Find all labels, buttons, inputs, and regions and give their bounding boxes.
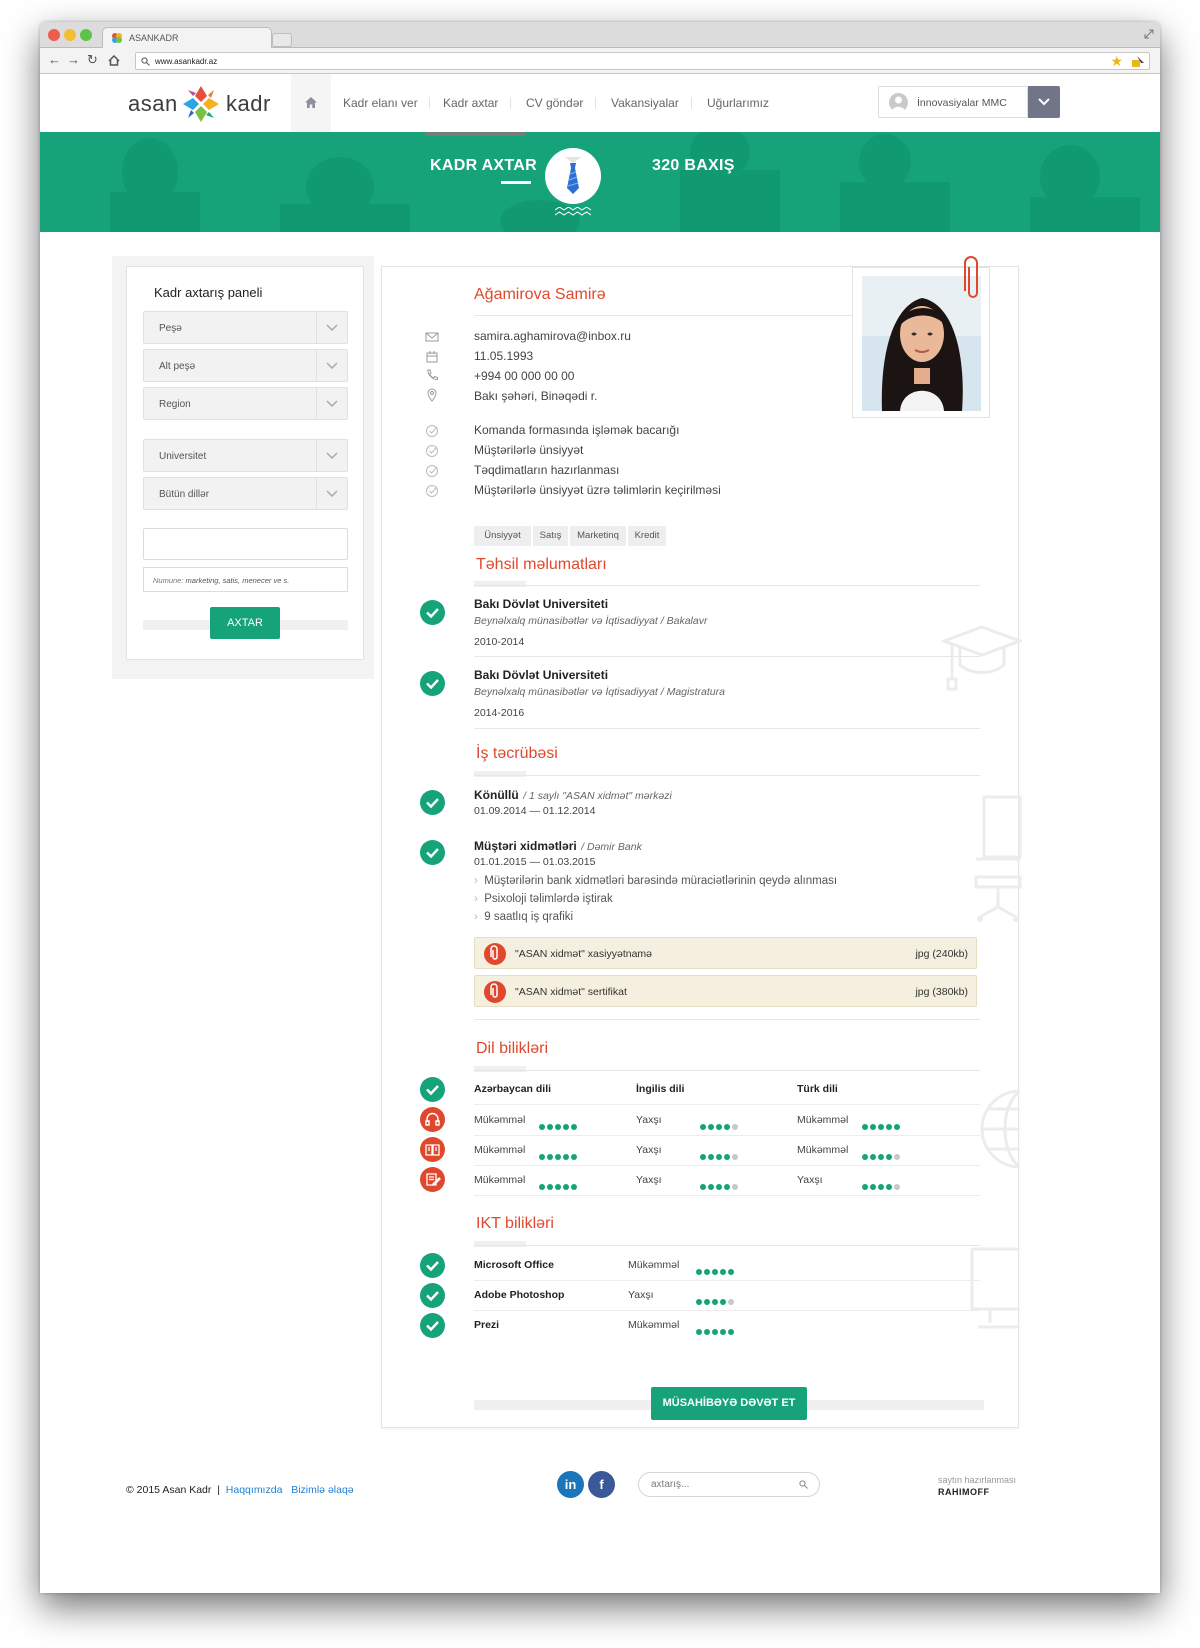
banner-right-title: 320 BAXIŞ [652,157,735,174]
logo-mark-icon[interactable] [179,82,223,126]
forward-arrow-icon[interactable]: → [67,52,80,67]
attachment-size: jpg (240kb) [915,948,968,960]
rating-dot [547,1154,553,1160]
globe-icon [976,1089,1020,1169]
rating-dot [886,1184,892,1190]
ict-skill-name: Microsoft Office [474,1259,554,1271]
ict-title: IKT bilikləri [476,1215,554,1232]
check-circle-icon [420,1313,445,1338]
tab-title: ASANKADR [129,33,179,43]
bookmark-star-icon[interactable]: ★ [1110,53,1123,69]
divider [474,656,980,657]
language-level-label: Mükəmməl [474,1174,526,1186]
rating-dot [539,1124,545,1130]
experience-bullet [474,875,837,887]
calendar-icon [425,350,439,364]
attachment-clip-icon [484,981,506,1003]
home-icon[interactable] [108,55,120,66]
language-header: Türk dili [797,1083,838,1095]
search-panel-title: Kadr axtarış paneli [154,285,263,300]
rating-dot [870,1124,876,1130]
rating-dot [862,1124,868,1130]
rating-dots [862,1177,902,1185]
skill-item: Təqdimatların hazırlanması [474,463,620,477]
divider [474,1165,980,1166]
attachment-size: jpg (380kb) [915,986,968,998]
education-school: Bakı Dövlət Universiteti [474,597,609,611]
check-circle-icon [420,790,445,815]
nav-item-post-job[interactable]: Kadr elanı ver [343,96,418,110]
tag-chip[interactable]: Marketinq [570,526,626,546]
rating-dot [696,1299,702,1305]
search-button[interactable]: AXTAR [210,607,280,639]
site-header [40,74,1160,132]
rating-dot [878,1184,884,1190]
candidate-name: Ağamirova Samirə [474,286,606,303]
check-circle-icon [420,840,445,865]
browser-tab[interactable] [102,27,272,49]
rating-dot [712,1299,718,1305]
rating-dot [894,1184,900,1190]
rating-dot [696,1329,702,1335]
chevron-down-icon [316,440,347,471]
language-level-label: Mükəmməl [797,1144,849,1156]
select-languages-value: Bütün dillər [159,489,210,500]
rating-dot [732,1124,738,1130]
check-circle-icon [425,484,439,498]
nav-divider [595,97,596,109]
rating-dot [696,1269,702,1275]
check-circle-icon [425,444,439,458]
candidate-address: Bakı şəhəri, Binəqədi r. [474,389,598,403]
rating-dot [732,1154,738,1160]
reload-icon[interactable]: ↻ [87,52,98,67]
location-pin-icon [425,388,439,402]
new-tab-button[interactable] [272,33,292,47]
rating-dot [563,1124,569,1130]
education-school: Bakı Dövlət Universiteti [474,668,609,682]
paperclip-icon [964,255,982,303]
attachment-file[interactable] [474,975,977,1007]
tag-chip[interactable]: Satış [533,526,568,546]
ict-skill-name: Adobe Photoshop [474,1289,565,1301]
rating-dot [886,1124,892,1130]
rating-dot [708,1124,714,1130]
book-icon [420,1137,445,1162]
language-header: Azərbaycan dili [474,1083,552,1095]
candidate-phone: +994 00 000 00 00 [474,369,575,383]
experience-org: / 1 saylı "ASAN xidmət" mərkəzi [523,790,672,802]
divider [474,315,854,316]
skill-item: Müştərilərlə ünsiyyət üzrə təlimlərin keçirilməsi [474,483,721,497]
language-header: İngilis dili [636,1083,685,1095]
language-level-label: Mükəmməl [797,1114,849,1126]
logo-text-kadr: kadr [226,91,271,116]
check-circle-icon [425,424,439,438]
education-years: 2014-2016 [474,707,525,719]
rating-dot [563,1184,569,1190]
facebook-icon[interactable]: f [588,1471,615,1498]
footer-link-about[interactable]: Haqqımızda [225,1484,283,1496]
nav-home-button[interactable] [291,74,331,132]
rating-dot [870,1154,876,1160]
rating-dot [555,1184,561,1190]
chevron-right-icon: › [474,893,478,905]
education-field: Beynəlxalq münasibətlər və İqtisadiyyat / Magistratura [474,686,725,698]
skill-item: Müştərilərlə ünsiyyət [474,443,584,457]
nav-item-successes[interactable]: Uğurlarımız [707,96,770,110]
phone-icon [425,368,439,382]
nav-divider [429,97,430,109]
logo-text-asan: asan [128,91,178,116]
keyword-hint-text: marketing, satis, menecer ve s. [185,576,290,585]
divider [474,1070,980,1071]
page-banner [40,132,1160,232]
rating-dot [708,1154,714,1160]
tag-chip[interactable]: Kredit [628,526,666,546]
rating-dot [732,1184,738,1190]
languages-title: Dil bilikləri [476,1040,549,1057]
skill-item: Komanda formasında işləmək bacarığı [474,423,680,437]
search-panel [126,266,364,660]
close-window-button[interactable] [48,29,60,41]
experience-role: Könüllü [474,788,519,802]
candidate-email[interactable]: samira.aghamirova@inbox.ru [474,329,631,343]
keyword-input[interactable] [143,528,348,560]
education-years: 2010-2014 [474,636,525,648]
experience-role: Müştəri xidmətləri [474,839,577,853]
user-name: İnnovasiyalar MMC [917,97,1007,109]
footer-search-placeholder: axtarış... [651,1479,690,1490]
headphones-icon [420,1107,445,1132]
check-circle-icon [420,1253,445,1278]
search-icon[interactable] [799,1480,808,1489]
check-circle-icon [425,464,439,478]
home-icon [305,97,317,108]
chevron-down-icon [316,388,347,419]
rating-dot [724,1184,730,1190]
divider [474,1104,980,1105]
rating-dot [712,1329,718,1335]
rating-dot [547,1184,553,1190]
select-sub-profession[interactable] [143,349,348,382]
education-field: Beynəlxalq münasibətlər və İqtisadiyyat / Bakalavr [474,615,708,627]
section-underline [474,771,526,777]
check-circle-icon [420,1283,445,1308]
divider [474,1280,980,1281]
experience-org: / Dəmir Bank [581,841,642,853]
credit-caption: saytın hazırlanması [938,1475,1017,1485]
select-sub-profession-value: Alt peşə [159,361,196,372]
experience-bullet-text: Psixoloji təlimlərdə iştirak [484,893,613,905]
candidate-birthdate: 11.05.1993 [474,349,534,363]
rating-dot [720,1329,726,1335]
url-text: www.asankadr.az [155,57,218,66]
user-menu-dropdown-button[interactable] [1028,86,1060,118]
office-chair-icon [962,795,1022,925]
rating-dot [878,1124,884,1130]
chevron-down-icon [316,350,347,381]
rating-dot [704,1269,710,1275]
rating-dot [728,1329,734,1335]
rating-dots [696,1322,736,1330]
chevron-down-icon [1038,98,1050,106]
divider [474,1310,980,1311]
experience-bullet-text: 9 saatlıq iş qrafiki [484,911,574,923]
section-underline [474,1066,526,1072]
rating-dot [724,1124,730,1130]
user-avatar-icon [889,93,908,112]
divider [474,1245,980,1246]
rating-dot [720,1269,726,1275]
divider [474,728,980,729]
rating-dot [878,1154,884,1160]
rating-dot [862,1154,868,1160]
writing-icon [420,1167,445,1192]
rating-dot [539,1154,545,1160]
chevron-right-icon: › [474,911,478,923]
invite-to-interview-button[interactable]: MÜSAHİBƏYƏ DƏVƏT ET [651,1387,807,1420]
nav-divider [691,97,692,109]
user-account-box[interactable] [878,86,1028,118]
graduation-cap-icon [942,619,1022,699]
nav-divider [510,97,511,109]
rating-dot [700,1154,706,1160]
experience-title: İş təcrübəsi [476,745,558,762]
rating-dot [571,1154,577,1160]
select-university[interactable] [143,439,348,472]
language-level-label: Yaxşı [797,1174,823,1186]
select-region-value: Region [159,399,191,410]
rating-dot [704,1329,710,1335]
necktie-icon [563,157,583,195]
rating-dot [555,1124,561,1130]
select-languages[interactable] [143,477,348,510]
experience-item-header [474,786,672,804]
language-level-label: Mükəmməl [474,1144,526,1156]
rating-dots [862,1117,902,1125]
computer-monitor-icon [970,1245,1020,1335]
nav-item-send-cv[interactable]: CV göndər [526,96,584,110]
attachment-file[interactable] [474,937,977,969]
language-level-label: Mükəmməl [474,1114,526,1126]
nav-item-vacancies[interactable]: Vakansiyalar [611,96,679,110]
divider [474,1135,980,1136]
rating-dot [716,1184,722,1190]
rating-dots [539,1177,579,1185]
check-circle-icon [420,600,445,625]
browser-tab-bar [40,22,1160,48]
divider [474,775,980,776]
site-footer [40,1470,1160,1593]
rating-dot [716,1154,722,1160]
rating-dot [894,1154,900,1160]
copyright-text: © 2015 Asan Kadr [126,1484,212,1496]
back-arrow-icon[interactable]: ← [48,52,61,67]
divider [474,585,980,586]
rating-dots [539,1147,579,1155]
rating-dots [539,1117,579,1125]
education-title: Təhsil məlumatları [476,556,607,573]
banner-center-badge [545,148,601,204]
section-underline [474,581,526,587]
divider [474,1195,980,1196]
rating-dot [571,1184,577,1190]
footer-search-input[interactable] [638,1472,820,1497]
experience-bullet-text: Müştərilərin bank xidmətləri barəsində müraciətlərinin qeydə alınması [484,875,838,887]
divider [474,1019,980,1020]
check-circle-icon [420,1077,445,1102]
search-icon [141,57,150,66]
chevron-down-icon [316,478,347,509]
rating-dot [712,1269,718,1275]
rating-dots [700,1177,740,1185]
browser-toolbar [40,48,1160,74]
rating-dot [894,1124,900,1130]
extension-icon[interactable] [1131,55,1145,68]
rating-dot [539,1184,545,1190]
attachment-name: "ASAN xidmət" xasiyyətnamə [515,948,653,960]
rating-dot [870,1184,876,1190]
rating-dot [700,1124,706,1130]
linkedin-icon[interactable]: in [557,1471,584,1498]
keyword-hint [143,567,348,592]
attachment-name: "ASAN xidmət" sertifikat [515,986,627,998]
experience-bullet [474,893,613,905]
rating-dots [700,1117,740,1125]
rating-dots [700,1147,740,1155]
attachment-clip-icon [484,943,506,965]
footer-copyright: © 2015 Asan Kadr | Haqqımızda Bizimlə əlaqə [126,1484,354,1496]
fullscreen-icon[interactable] [1144,29,1154,39]
rating-dot [708,1184,714,1190]
rating-dot [724,1154,730,1160]
credit-studio[interactable]: RAHIMOFF [938,1487,990,1497]
select-profession[interactable] [143,311,348,344]
minimize-window-button[interactable] [64,29,76,41]
rating-dots [862,1147,902,1155]
browser-window [40,22,1160,1593]
rating-dot [563,1154,569,1160]
experience-dates: 01.09.2014 — 01.12.2014 [474,805,596,817]
site-favicon-icon [111,32,123,44]
rating-dots [696,1292,736,1300]
language-level-label: Yaxşı [636,1174,662,1186]
rating-dot [720,1299,726,1305]
rating-dot [728,1299,734,1305]
ict-level-label: Mükəmməl [628,1319,680,1331]
rating-dot [700,1184,706,1190]
language-level-label: Yaxşı [636,1144,662,1156]
rating-dot [728,1269,734,1275]
chevron-down-icon [316,312,347,343]
nav-item-search-staff[interactable]: Kadr axtar [443,96,499,110]
experience-bullet [474,911,573,923]
keyword-hint-label: Numune: [153,576,184,585]
rating-dots [696,1262,736,1270]
rating-dot [547,1124,553,1130]
wave-decoration-icon [555,207,591,217]
email-icon [425,330,439,344]
select-university-value: Universitet [159,451,207,462]
banner-left-title: KADR AXTAR [430,157,537,174]
rating-dot [555,1154,561,1160]
select-profession-value: Peşə [159,323,182,334]
tag-chip[interactable]: Ünsiyyət [474,526,531,546]
ict-skill-name: Prezi [474,1319,500,1331]
rating-dot [704,1299,710,1305]
language-level-label: Yaxşı [636,1114,662,1126]
section-underline [474,1241,526,1247]
ict-level-label: Yaxşı [628,1289,654,1301]
cv-card [381,266,1019,1428]
maximize-window-button[interactable] [80,29,92,41]
rating-dot [886,1154,892,1160]
rating-dot [862,1184,868,1190]
banner-active-underline [501,181,531,184]
rating-dot [716,1124,722,1130]
address-bar[interactable] [135,52,1150,70]
chevron-right-icon: › [474,875,478,887]
check-circle-icon [420,671,445,696]
rating-dot [571,1124,577,1130]
experience-item-header [474,837,642,855]
footer-link-contact[interactable]: Bizimlə əlaqə [291,1484,354,1496]
select-region[interactable] [143,387,348,420]
experience-dates: 01.01.2015 — 01.03.2015 [474,856,596,868]
ict-level-label: Mükəmməl [628,1259,680,1271]
